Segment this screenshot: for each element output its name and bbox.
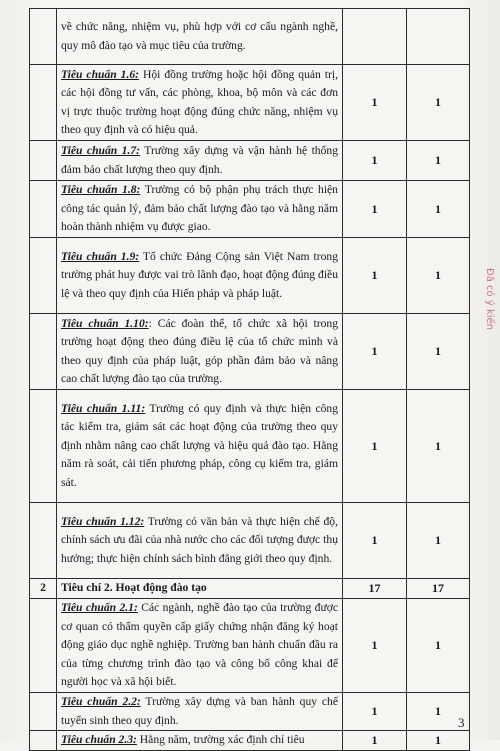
row-text [57, 599, 343, 693]
standard-text: Trường có quy định và thực hiện công tác kiểm tra, giám sát các hoạt động của trường theo quy định nhằm nâng cao chất lượng và hiệu quả đào tạo. Hằng năm rà soát, cải tiến phương pháp, công cụ kiểm tra, giám sát. [61, 401, 339, 489]
row-index [30, 238, 57, 314]
row-index [30, 65, 57, 141]
row-index [30, 181, 57, 238]
value-self: 1 [343, 390, 407, 503]
row-text [57, 503, 343, 579]
row-text [57, 181, 343, 238]
standard-text: : Các đoàn thể, tổ chức xã hội trong trường hoạt động theo đúng điều lệ của tổ chức mình và theo quy định của pháp luật, góp phần đảm bảo và nâng cao chất lượng đào tạo của trường. [61, 316, 339, 385]
table-row [30, 181, 470, 238]
standard-label: Tiêu chuẩn 1.6: [61, 67, 140, 81]
value-eval: 1 [407, 314, 470, 390]
standard-text: Hội đồng trường hoặc hội đồng quản trị, các hội đồng tư vấn, các phòng, khoa, bộ môn và các đơn vị trực thuộc trường hoạt động đúng chức năng, nhiệm vụ theo quy định và có hiệu quả. [61, 67, 339, 136]
value-self: 1 [343, 65, 407, 141]
row-index [30, 390, 57, 503]
criterion-heading: Tiêu chí 2. Hoạt động đào tạo [61, 581, 207, 595]
table-row [30, 314, 470, 390]
value-eval [407, 9, 470, 65]
value-self: 17 [343, 579, 407, 599]
value-self: 1 [343, 314, 407, 390]
standard-text: Hằng năm, trường xác định chỉ tiêu [136, 733, 305, 747]
row-text [57, 238, 343, 314]
row-text [57, 65, 343, 141]
table-row [30, 141, 470, 181]
row-index [30, 693, 57, 731]
table-row [30, 579, 470, 599]
value-eval: 1 [407, 731, 470, 751]
value-eval: 1 [407, 181, 470, 238]
row-index: 2 [30, 579, 57, 599]
row-text [57, 9, 343, 65]
value-eval: 1 [407, 693, 470, 731]
value-self: 1 [343, 731, 407, 751]
row-text [57, 579, 343, 599]
row-index [30, 731, 57, 751]
standard-label: Tiêu chuẩn 2.2: [61, 695, 141, 709]
standard-text: Trường có văn bản và thực hiện chế độ, chính sách ưu đãi của nhà nước cho các đối tượng được thụ hưởng; thực hiện chính sách bình đẳng giới theo quy định. [61, 514, 338, 565]
value-eval: 1 [407, 599, 470, 693]
standard-text: Trường xây dựng và ban hành quy chế tuyển sinh theo quy định. [61, 695, 338, 727]
row-index [30, 314, 57, 390]
standard-label: Tiêu chuẩn 1.7: [61, 144, 141, 158]
table-row [30, 599, 470, 693]
standard-text: Trường xây dựng và vận hành hệ thống đảm bảo chất lượng theo quy định. [61, 144, 338, 176]
value-eval: 1 [407, 141, 470, 181]
value-eval: 1 [407, 238, 470, 314]
row-index [30, 599, 57, 693]
value-self: 1 [343, 503, 407, 579]
value-self: 1 [343, 599, 407, 693]
value-self [343, 9, 407, 65]
table-row [30, 693, 470, 731]
value-eval: 17 [407, 579, 470, 599]
standard-label: Tiêu chuẩn 2.3: [61, 733, 137, 747]
row-text [57, 693, 343, 731]
row-index [30, 503, 57, 579]
standard-label: Tiêu chuẩn 2.1: [61, 601, 138, 615]
value-self: 1 [343, 238, 407, 314]
standard-label: Tiêu chuẩn 1.12: [61, 514, 145, 528]
value-self: 1 [343, 693, 407, 731]
row-text [57, 141, 343, 181]
row-text [57, 731, 343, 751]
row-text [57, 390, 343, 503]
standard-text: Trường có bộ phận phụ trách thực hiện công tác quản lý, đảm bảo chất lượng đào tạo và hằng năm hoàn thành nhiệm vụ được giao. [61, 183, 338, 234]
standard-text: Các ngành, nghề đào tạo của trường được cơ quan có thẩm quyền cấp giấy chứng nhận đăng ký hoạt động giáo dục nghề nghiệp. Trường ban hành chuẩn đầu ra của từng chương trình đào tạo và công bố công khai để người học và xã hội biết. [61, 601, 339, 689]
standard-label: Tiêu chuẩn 1.8: [61, 183, 141, 197]
table-row [30, 731, 470, 751]
table-row [30, 65, 470, 141]
value-self: 1 [343, 141, 407, 181]
row-index [30, 9, 57, 65]
row-index [30, 141, 57, 181]
standard-text: về chức năng, nhiệm vụ, phù hợp với cơ cấu ngành nghề, quy mô đào tạo và mục tiêu của trường. [61, 20, 338, 52]
table-row [30, 503, 470, 579]
value-eval: 1 [407, 390, 470, 503]
value-eval: 1 [407, 503, 470, 579]
standard-label: Tiêu chuẩn 1.10: [61, 316, 149, 330]
standard-label: Tiêu chuẩn 1.9: [61, 249, 140, 263]
table-row [30, 238, 470, 314]
row-text [57, 314, 343, 390]
margin-stamp: Đã có ý kiến [484, 268, 495, 331]
table-row [30, 390, 470, 503]
page-number: 3 [458, 715, 465, 730]
value-eval: 1 [407, 65, 470, 141]
criteria-table [29, 8, 470, 751]
standard-text: Tổ chức Đảng Cộng sản Việt Nam trong trường phát huy được vai trò lãnh đạo, hoạt động đúng điều lệ và theo quy định của Hiến pháp và pháp luật. [61, 249, 338, 300]
table-row [30, 9, 470, 65]
value-self: 1 [343, 181, 407, 238]
standard-label: Tiêu chuẩn 1.11: [61, 401, 146, 415]
